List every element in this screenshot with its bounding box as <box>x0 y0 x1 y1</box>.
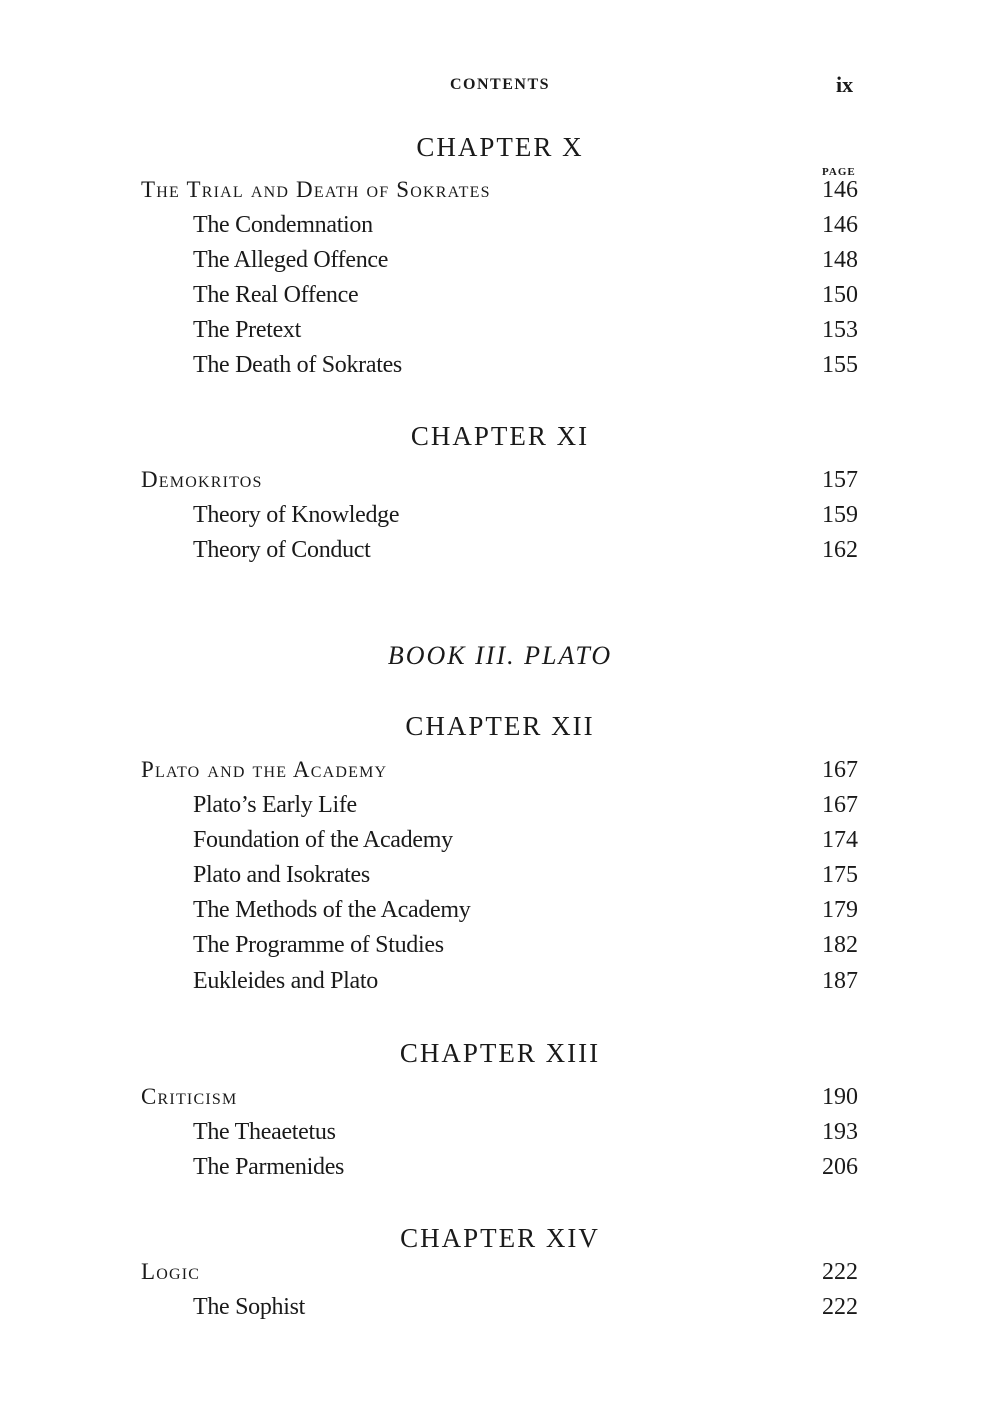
entry-page: 146 <box>822 212 858 238</box>
entry-title: The Parmenides <box>193 1154 345 1180</box>
toc-main-entry[interactable] <box>0 177 1000 209</box>
toc-main-entry[interactable] <box>0 1084 1000 1116</box>
entry-title: Logic <box>141 1259 201 1284</box>
entry-page: 150 <box>822 282 858 308</box>
toc-sub-entry[interactable] <box>0 1154 1000 1186</box>
toc-main-entry[interactable] <box>0 1259 1000 1291</box>
entry-title: Plato and the Academy <box>141 757 388 782</box>
entry-title: The Real Offence <box>193 282 359 308</box>
entry-page: 182 <box>822 932 858 958</box>
entry-title: Theory of Knowledge <box>193 502 400 528</box>
entry-title: Foundation of the Academy <box>193 827 453 853</box>
toc-sub-entry[interactable] <box>0 282 1000 314</box>
page-column-label: PAGE <box>822 166 856 178</box>
entry-title: Criticism <box>141 1084 238 1109</box>
entry-page: 206 <box>822 1154 858 1180</box>
toc-sub-entry[interactable] <box>0 502 1000 534</box>
toc-sub-entry[interactable] <box>0 968 1000 1000</box>
entry-page: 159 <box>822 502 858 528</box>
book-heading: BOOK III. PLATO <box>387 641 613 670</box>
entry-page: 167 <box>822 757 858 783</box>
toc-main-entry[interactable] <box>0 467 1000 499</box>
entry-title: The Sophist <box>193 1294 306 1320</box>
entry-page: 187 <box>822 968 858 994</box>
running-title: CONTENTS <box>449 76 551 93</box>
entry-title: The Programme of Studies <box>193 932 444 958</box>
entry-page: 222 <box>822 1294 858 1320</box>
entry-page: 157 <box>822 467 858 493</box>
entry-page: 190 <box>822 1084 858 1110</box>
chapter-heading: CHAPTER X <box>416 132 584 162</box>
toc-sub-entry[interactable] <box>0 1294 1000 1326</box>
entry-title: The Theaetetus <box>193 1119 336 1145</box>
toc-sub-entry[interactable] <box>0 352 1000 384</box>
entry-page: 162 <box>822 537 858 563</box>
entry-page: 155 <box>822 352 858 378</box>
entry-title: The Trial and Death of Sokrates <box>141 177 491 202</box>
chapter-heading: CHAPTER XII <box>405 711 595 741</box>
entry-page: 175 <box>822 862 858 888</box>
toc-sub-entry[interactable] <box>0 247 1000 279</box>
entry-title: Demokritos <box>141 467 263 492</box>
entry-page: 146 <box>822 177 858 203</box>
toc-main-entry[interactable] <box>0 757 1000 789</box>
entry-title: The Death of Sokrates <box>193 352 402 378</box>
toc-sub-entry[interactable] <box>0 212 1000 244</box>
toc-sub-entry[interactable] <box>0 537 1000 569</box>
running-head <box>0 74 1000 100</box>
entry-title: Theory of Conduct <box>193 537 371 563</box>
entry-title: Plato’s Early Life <box>193 792 357 818</box>
toc-sub-entry[interactable] <box>0 827 1000 859</box>
entry-page: 148 <box>822 247 858 273</box>
toc-sub-entry[interactable] <box>0 932 1000 964</box>
entry-page: 179 <box>822 897 858 923</box>
toc-sub-entry[interactable] <box>0 792 1000 824</box>
entry-title: Eukleides and Plato <box>193 968 378 994</box>
chapter-heading: CHAPTER XI <box>410 421 590 451</box>
toc-sub-entry[interactable] <box>0 317 1000 349</box>
entry-page: 222 <box>822 1259 858 1285</box>
page-number: ix <box>836 72 854 97</box>
toc-sub-entry[interactable] <box>0 862 1000 894</box>
entry-page: 153 <box>822 317 858 343</box>
chapter-heading: CHAPTER XIII <box>399 1038 601 1068</box>
entry-page: 193 <box>822 1119 858 1145</box>
chapter-heading: CHAPTER XIV <box>400 1223 600 1253</box>
entry-title: The Alleged Offence <box>193 247 389 273</box>
toc-sub-entry[interactable] <box>0 1119 1000 1151</box>
entry-title: Plato and Isokrates <box>193 862 370 888</box>
entry-title: The Methods of the Academy <box>193 897 471 923</box>
entry-title: The Pretext <box>193 317 301 343</box>
entry-title: The Condemnation <box>193 212 373 238</box>
entry-page: 174 <box>822 827 858 853</box>
entry-page: 167 <box>822 792 858 818</box>
toc-sub-entry[interactable] <box>0 897 1000 929</box>
